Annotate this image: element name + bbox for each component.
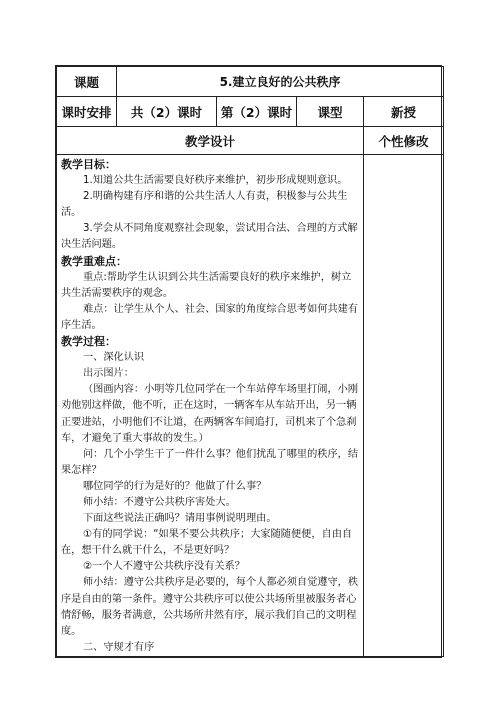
lesson-type-value: 新授 [364, 97, 444, 127]
lesson-plan-table [55, 65, 442, 658]
process-text: 哪位同学的行为是好的？他做了什么事？ [83, 480, 267, 492]
keypoints-heading: 教学重难点： [61, 254, 127, 268]
section-heading: 一、深化认识 [83, 352, 145, 364]
total-hours: 共（2）课时 [117, 97, 217, 127]
goal-item: 1.知道公共生活需要良好秩序来维护，初步形成规则意识。 [83, 175, 348, 187]
goals-heading: 教学目标： [61, 158, 116, 171]
process-text: 问：几个小学生干了一件什么事？他们扰乱了哪里的秩序，结果怎样？ [61, 448, 359, 476]
section-heading: 二、守规才有序 [83, 641, 155, 653]
picture-description: （图画内容：小明等几位同学在一个车站停车场里打闹，小刚劝他别这样做，他不听，正在这时，一辆客车从车站开出，另一辆正要进站，小明他们不让道，在两辆客车间追打，司机来了个急刹车，才避免了重大事故的发生。） [61, 384, 359, 444]
process-heading: 教学过程： [61, 335, 116, 349]
personal-edit-header: 个性修改 [364, 127, 444, 155]
process-text: 下面这些说法正确吗？请用事例说明理由。 [83, 513, 277, 525]
goal-item: 2.明确构建有序和谐的公共生活人人有责，积极参与公共生活。 [61, 191, 348, 219]
topic-label: 课题 [57, 67, 117, 97]
lesson-content [57, 155, 364, 657]
current-hour: 第（2）课时 [217, 97, 297, 127]
statement-item: ②一个人不遵守公共秩序没有关系？ [83, 561, 245, 573]
key-point: 重点:帮助学生认识到公共生活需要良好的秩序来维护，树立共生活需要秩序的观念。 [61, 271, 352, 299]
lesson-type-label: 课型 [297, 97, 364, 127]
schedule-label: 课时安排 [57, 97, 117, 127]
statement-item: ①有的同学说：“如果不要公共秩序；大家随随便便，自由自在，想干什么就干什么，不是更好吗？ [61, 529, 353, 557]
goal-item: 3.学会从不同角度观察社会现象，尝试用合法、合理的方式解决生活问题。 [61, 223, 358, 251]
teacher-summary: 师小结：遵守公共秩序是必要的，每个人都必须自觉遵守，秩序是自由的第一条件。遵守公共秩序可以使公共场所里被服务者心情舒畅，服务者满意，公共场所井然有序，展示我们自己的文明程度。 [61, 577, 359, 637]
difficult-point: 难点：让学生从个人、社会、国家的角度综合思考如何共建有序生活。 [61, 303, 359, 331]
design-header: 教学设计 [57, 127, 364, 155]
personal-edit-cell [364, 155, 444, 657]
process-text: 出示图片： [83, 368, 134, 380]
topic-title: 5.建立良好的公共秩序 [117, 67, 444, 97]
teacher-summary: 师小结：不遵守公共秩序害处大。 [83, 496, 236, 508]
